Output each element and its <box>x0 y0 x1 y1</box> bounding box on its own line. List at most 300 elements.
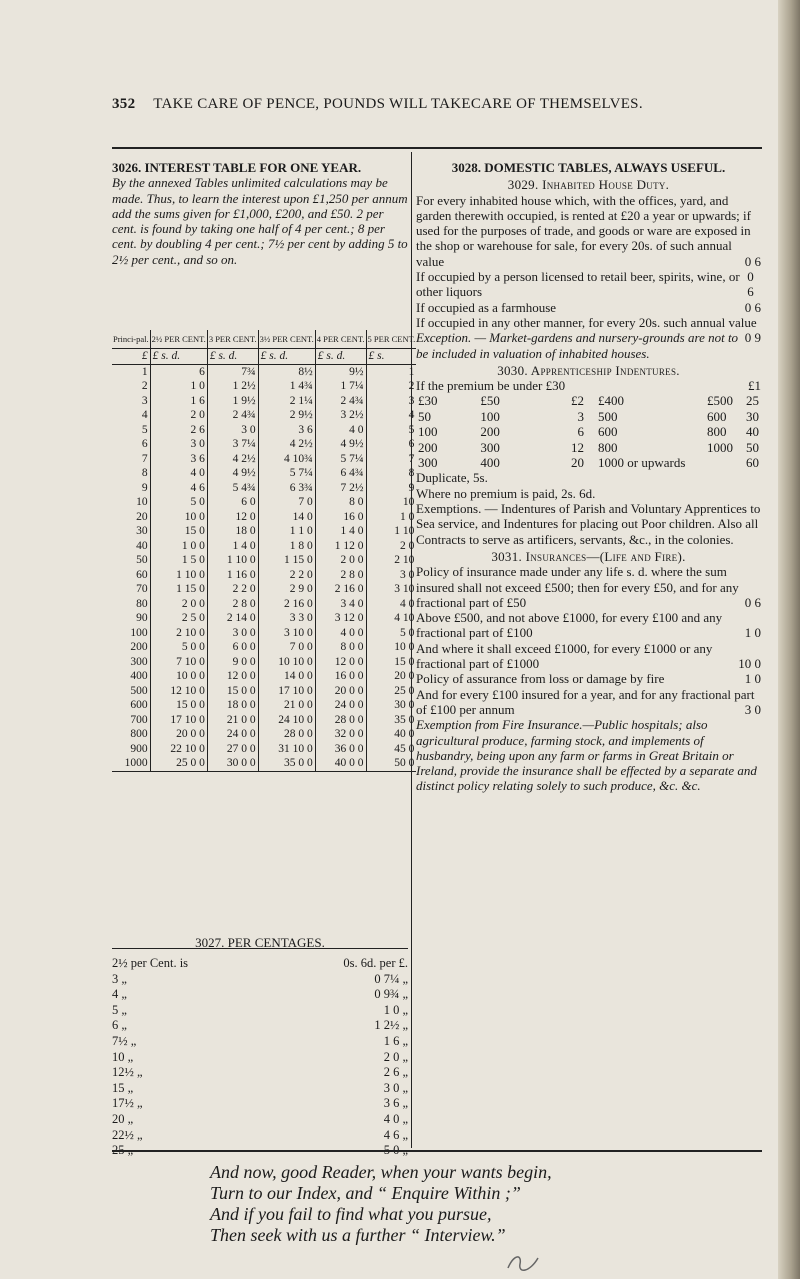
percentage-value: 4 0 „ <box>383 1111 408 1126</box>
interest-cell: 3 10 0 <box>258 626 315 641</box>
premium-bound: 400 <box>480 455 500 471</box>
interest-cell: 35 0 <box>366 713 416 728</box>
page-number: 352 <box>112 96 136 112</box>
interest-cell: 6 0 0 <box>207 640 258 655</box>
interest-cell: 20 0 0 <box>150 727 207 742</box>
premium-bound: 200 <box>480 424 500 440</box>
percentage-value: 2 0 „ <box>383 1049 408 1064</box>
percentage-rate: 4 „ <box>112 987 127 1002</box>
interest-cell: 8 0 0 <box>315 640 366 655</box>
other-amount: 0 9 <box>744 330 761 346</box>
premium-duty: 50 <box>746 439 759 455</box>
interest-row <box>112 394 416 409</box>
premium-bound: 50 <box>418 408 431 424</box>
premium-row <box>596 409 761 424</box>
house-duty-item <box>416 193 761 269</box>
premium-table-left <box>416 393 586 470</box>
interest-cell: 2 14 0 <box>207 611 258 626</box>
interest-row <box>112 742 416 757</box>
interest-cell: 4 10 <box>366 611 416 626</box>
interest-row <box>112 713 416 728</box>
premium-duty: 25 <box>746 393 759 409</box>
interest-cell: 4 9½ <box>207 466 258 481</box>
percentage-rate: 10 „ <box>112 1049 134 1064</box>
licensed-text: If occupied by a person licensed to retail beer, spirits, wine, or other liquors <box>416 269 740 300</box>
verse-line: Turn to our Index, and “ Enquire Within ;” <box>210 1183 521 1203</box>
closing-verse <box>210 1162 770 1246</box>
percentage-rate: 5 „ <box>112 1002 127 1017</box>
interest-cell: 2 8 0 <box>207 597 258 612</box>
interest-cell: 3 12 0 <box>315 611 366 626</box>
interest-cell: 4 0 0 <box>315 626 366 641</box>
verse-line: Then seek with us a further “ Interview.” <box>210 1225 506 1245</box>
interest-cell: 1 12 0 <box>315 539 366 554</box>
apprentice-first-amount: £1 <box>748 378 761 394</box>
percentage-value: 2 6 „ <box>383 1065 408 1080</box>
percentage-value: 1 0 „ <box>383 1002 408 1017</box>
interest-cell: 10 10 0 <box>258 655 315 670</box>
interest-row <box>112 684 416 699</box>
premium-row <box>416 409 586 424</box>
principal-cell: 50 <box>136 554 148 566</box>
interest-cell: 40 0 <box>366 727 416 742</box>
principal-cell: 90 <box>136 612 148 624</box>
principal-cell: 600 <box>130 699 148 711</box>
interest-cell: 1 10 <box>366 524 416 539</box>
premium-bound: 600 <box>598 424 618 440</box>
interest-cell: 7 0 <box>258 495 315 510</box>
principal-cell: 400 <box>130 670 148 682</box>
principal-cell: 800 <box>130 728 148 740</box>
principal-cell: 30 <box>136 525 148 537</box>
premium-table-right <box>596 393 761 470</box>
interest-cell: 24 0 0 <box>207 727 258 742</box>
interest-intro: By the annexed Tables unlimited calculations may be made. Thus, to learn the interest upon £1,250 per annum add the sums given for £1,000, £200, and £50. 2 per cent. is found by taking one half of 4 per cent.; 8 per cent. by doubling 4 per cent.; 7½ per cent by adding 5 to 2½ per cent., and so on. <box>112 175 408 267</box>
farmhouse-text: If occupied as a farmhouse <box>416 299 557 315</box>
interest-cell: 5 7¼ <box>258 466 315 481</box>
interest-row <box>112 626 416 641</box>
premium-bound: 200 <box>418 439 438 455</box>
interest-row <box>112 568 416 583</box>
premium-tables <box>416 393 761 470</box>
interest-row <box>112 524 416 539</box>
interest-cell: 3 0 0 <box>207 626 258 641</box>
interest-row <box>112 727 416 742</box>
house-duty-heading: 3029. Inhabited House Duty. <box>507 177 670 193</box>
verse-line: And now, good Reader, when your wants begin, <box>210 1162 552 1182</box>
interest-cell: 1 2½ <box>207 379 258 394</box>
interest-cell: 2 5 0 <box>150 611 207 626</box>
principal-cell: 2 <box>141 380 148 392</box>
interest-row <box>112 510 416 525</box>
interest-cell: 1 10 0 <box>207 553 258 568</box>
interest-cell: 8½ <box>258 364 315 379</box>
percentage-rate: 20 „ <box>112 1111 134 1126</box>
percentage-row <box>112 987 408 1003</box>
apprentice-first-text: If the premium be under £30 <box>416 378 566 394</box>
interest-cell: 2 4¾ <box>207 408 258 423</box>
interest-cell: 3 6 <box>150 452 207 467</box>
interest-row <box>112 611 416 626</box>
interest-row <box>112 582 416 597</box>
interest-cell: 3 0 <box>366 568 416 583</box>
interest-cell: 2 2 0 <box>258 568 315 583</box>
principal-cell: 70 <box>136 583 148 595</box>
percentage-rate: 22½ „ <box>112 1127 143 1142</box>
domestic-heading: 3028. DOMESTIC TABLES, ALWAYS USEFUL. <box>451 160 726 175</box>
interest-cell: 4 6 <box>150 481 207 496</box>
percentages-heading-wrap <box>112 935 408 950</box>
interest-cell: 18 0 <box>207 524 258 539</box>
house-duty-amount: 0 6 <box>744 253 761 269</box>
interest-cell: 4 2½ <box>258 437 315 452</box>
interest-cell: 12 0 0 <box>315 655 366 670</box>
interest-cell: 5 0 <box>150 495 207 510</box>
interest-cell: 7 2½ <box>315 481 366 496</box>
interest-cell: 6 <box>150 364 207 379</box>
interest-cell: 1 6 <box>150 394 207 409</box>
col-header-3: 3 PER CENT. <box>207 330 258 349</box>
percentage-value: 0s. 6d. per £. <box>343 956 408 970</box>
principal-cell: 1000 <box>112 756 150 771</box>
interest-cell: 2 0 <box>366 539 416 554</box>
verse-line: And if you fail to find what you pursue, <box>210 1204 492 1224</box>
interest-cell: 3 7¼ <box>207 437 258 452</box>
interest-cell: 1 1 0 <box>258 524 315 539</box>
interest-row <box>112 364 416 379</box>
house-exception: Exception. — Market-gardens and nursery-grounds are not to be included in valuation of inhabited houses. <box>416 330 739 361</box>
interest-cell: 3 10 <box>366 582 416 597</box>
interest-cell: 3 6 <box>258 423 315 438</box>
policy-life-text: Policy of insurance made under any life s. d. where the sum insured shall not exceed £500; then for every £50, and for any fractional part of £50 <box>416 564 739 610</box>
fire-policy-text: Policy of assurance from loss or damage by fire <box>416 671 665 687</box>
interest-row <box>112 481 416 496</box>
interest-cell: 1 15 0 <box>150 582 207 597</box>
fire-policy-amount: 1 0 <box>744 671 761 687</box>
interest-row <box>112 452 416 467</box>
interest-row <box>112 640 416 655</box>
principal-cell: 7 <box>141 452 148 465</box>
principal-cell: 500 <box>130 684 148 697</box>
premium-bound: 600 <box>706 408 727 424</box>
interest-cell: 4 <box>366 408 416 423</box>
interest-cell: 7 0 0 <box>258 640 315 655</box>
percentage-value: 0 9¾ „ <box>374 987 408 1002</box>
principal-cell: 8 <box>141 467 148 479</box>
percentage-row <box>112 1050 408 1066</box>
other-text: If occupied in any other manner, for every 20s. such annual value <box>416 314 757 330</box>
interest-cell: 2 1¼ <box>258 394 315 409</box>
above-500 <box>416 610 761 641</box>
interest-cell: 6 <box>366 437 416 452</box>
percentages-heading: 3027. PER CENTAGES. <box>195 935 325 950</box>
percentage-row <box>112 1003 408 1019</box>
interest-cell: 20 0 <box>366 669 416 684</box>
interest-cell: 2 10 0 <box>150 626 207 641</box>
interest-cell: 31 10 0 <box>258 742 315 757</box>
percentage-rate: 12½ „ <box>112 1065 143 1080</box>
interest-row <box>112 669 416 684</box>
premium-duty: £2 <box>571 393 584 409</box>
col-header-5: 5 PER CENT. <box>366 330 416 349</box>
running-head <box>112 96 762 113</box>
interest-row <box>112 495 416 510</box>
premium-duty: 40 <box>746 424 759 440</box>
interest-cell: 15 0 0 <box>207 684 258 699</box>
interest-cell: 5 0 <box>366 626 416 641</box>
interest-cell: 2 10 <box>366 553 416 568</box>
percentage-rate: 3 „ <box>112 971 127 986</box>
interest-cell: 28 0 0 <box>315 713 366 728</box>
interest-cell: 45 0 <box>366 742 416 757</box>
interest-row <box>112 379 416 394</box>
unit-cell: £ s. d. <box>258 349 315 365</box>
premium-bound: 100 <box>418 424 438 440</box>
principal-cell: 10 <box>136 496 148 508</box>
principal-cell: 700 <box>130 713 148 726</box>
interest-cell: 16 0 0 <box>315 669 366 684</box>
percentage-rate: 7½ „ <box>112 1033 137 1048</box>
percentage-value: 1 2½ „ <box>374 1018 408 1033</box>
principal-cell: 100 <box>130 626 148 639</box>
interest-cell: 12 0 0 <box>207 669 258 684</box>
interest-cell: 5 <box>366 423 416 438</box>
above-1000-amount: 10 0 <box>738 656 761 672</box>
no-premium-text: Where no premium is paid, 2s. 6d. <box>416 485 596 501</box>
interest-cell: 1 4 0 <box>207 539 258 554</box>
domestic-tables <box>416 160 761 794</box>
farmhouse-item <box>416 300 761 315</box>
unit-cell: £ s. d. <box>207 349 258 365</box>
unit-cell: £ s. <box>366 349 416 365</box>
interest-cell: 6 4¾ <box>315 466 366 481</box>
interest-cell: 18 0 0 <box>207 698 258 713</box>
principal-cell: 5 <box>141 423 148 436</box>
interest-table-body <box>112 364 416 771</box>
every-100-text: And for every £100 insured for a year, and for any fractional part of £100 per annum <box>416 686 755 717</box>
premium-duty: 3 <box>577 408 584 424</box>
interest-cell: 7 <box>366 452 416 467</box>
interest-cell: 4 10¾ <box>258 452 315 467</box>
interest-cell: 15 0 0 <box>150 698 207 713</box>
interest-cell: 2 8 0 <box>315 568 366 583</box>
interest-cell: 1 4 0 <box>315 524 366 539</box>
interest-cell: 9 <box>366 481 416 496</box>
premium-row <box>416 424 586 439</box>
premium-duty: 6 <box>577 424 584 440</box>
interest-cell: 2 9½ <box>258 408 315 423</box>
interest-cell: 27 0 0 <box>207 742 258 757</box>
exemptions-text: Exemptions. — Indentures of Parish and Voluntary Apprentices to Sea service, and Indentures for placing out Poor children. Also all Contracts to serve as artificers, servants, &c., in the colonies. <box>416 501 761 547</box>
interest-cell: 1 4¾ <box>258 379 315 394</box>
unit-cell: £ s. d. <box>150 349 207 365</box>
licensed-amount: 0 6 <box>747 269 754 300</box>
percentage-value: 3 6 „ <box>383 1096 408 1111</box>
interest-cell: 16 0 <box>315 510 366 525</box>
interest-intro-block <box>112 160 408 267</box>
interest-cell: 3 0 <box>150 437 207 452</box>
interest-cell: 25 0 <box>366 684 416 699</box>
interest-cell: 1 10 0 <box>150 568 207 583</box>
policy-life <box>416 564 761 610</box>
principal-cell: 1 <box>141 365 148 378</box>
percentage-row <box>112 956 408 972</box>
interest-cell: 3 4 0 <box>315 597 366 612</box>
interest-cell: 50 0 <box>366 756 416 771</box>
percentage-row <box>112 1096 408 1112</box>
insurance-heading: 3031. Insurances—(Life and Fire). <box>491 548 686 564</box>
col-header-4: 4 PER CENT. <box>315 330 366 349</box>
apprentice-first <box>416 378 761 393</box>
interest-row <box>112 698 416 713</box>
interest-cell: 2 0 0 <box>150 597 207 612</box>
premium-row <box>596 440 761 455</box>
interest-cell: 2 6 <box>150 423 207 438</box>
percentage-rate: 15 „ <box>112 1080 134 1095</box>
interest-cell: 1 <box>366 364 416 379</box>
interest-cell: 2 4¾ <box>315 394 366 409</box>
interest-cell: 15 0 <box>366 655 416 670</box>
fire-policy <box>416 671 761 686</box>
premium-duty: 20 <box>571 455 584 471</box>
premium-row <box>416 440 586 455</box>
percentage-row <box>112 1112 408 1128</box>
interest-cell: 21 0 0 <box>207 713 258 728</box>
principal-cell: 3 <box>141 394 148 407</box>
interest-cell: 17 10 0 <box>258 684 315 699</box>
interest-cell: 12 10 0 <box>150 684 207 699</box>
percentages-table <box>112 956 408 1159</box>
page-edge <box>778 0 800 1279</box>
percentage-row <box>112 1034 408 1050</box>
interest-cell: 10 0 <box>150 510 207 525</box>
percentage-value: 0 7¼ „ <box>374 971 408 986</box>
above-500-text: Above £500, and not above £1000, for every £100 and any fractional part of £100 <box>416 610 723 641</box>
premium-row <box>416 455 586 470</box>
interest-cell: 14 0 0 <box>258 669 315 684</box>
percentage-rate: 6 „ <box>112 1018 127 1033</box>
premium-row <box>596 424 761 439</box>
interest-cell: 22 10 0 <box>150 742 207 757</box>
interest-cell: 1 5 0 <box>150 553 207 568</box>
interest-cell: 1 0 <box>150 379 207 394</box>
percentage-rate: 17½ „ <box>112 1096 143 1111</box>
interest-cell: 40 0 0 <box>315 756 366 771</box>
interest-cell: 35 0 0 <box>258 756 315 771</box>
interest-cell: 20 0 0 <box>315 684 366 699</box>
col-header-2-5: 2½ PER CENT. <box>150 330 207 349</box>
interest-cell: 30 0 <box>366 698 416 713</box>
interest-cell: 32 0 0 <box>315 727 366 742</box>
premium-duty: 30 <box>746 408 759 424</box>
interest-cell: 4 0 <box>315 423 366 438</box>
interest-cell: 30 0 0 <box>207 756 258 771</box>
top-rule <box>112 147 762 149</box>
premium-duty: 60 <box>746 455 759 471</box>
interest-cell: 9 0 0 <box>207 655 258 670</box>
interest-cell: 1 0 <box>366 510 416 525</box>
interest-cell: 24 0 0 <box>315 698 366 713</box>
interest-cell: 3 2½ <box>315 408 366 423</box>
interest-row <box>112 437 416 452</box>
premium-row <box>596 455 761 470</box>
percentage-value: 1 6 „ <box>383 1033 408 1048</box>
interest-cell: 36 0 0 <box>315 742 366 757</box>
interest-cell: 14 0 <box>258 510 315 525</box>
interest-cell: 7 10 0 <box>150 655 207 670</box>
above-1000-text: And where it shall exceed £1000, for every £1000 or any fractional part of £1000 <box>416 640 713 672</box>
premium-bound: 1000 <box>706 439 733 455</box>
interest-row <box>112 466 416 481</box>
principal-cell: 60 <box>136 568 148 581</box>
principal-cell: 4 <box>141 409 148 421</box>
interest-heading: 3026. INTEREST TABLE FOR ONE YEAR. <box>112 160 362 175</box>
interest-cell: 3 3 0 <box>258 611 315 626</box>
every-100 <box>416 687 761 718</box>
duplicate-text: Duplicate, 5s. <box>416 470 488 486</box>
premium-bound <box>705 455 741 470</box>
interest-row <box>112 408 416 423</box>
apprentice-heading: 3030. Apprenticeship Indentures. <box>497 362 680 378</box>
interest-cell: 5 0 0 <box>150 640 207 655</box>
interest-cell: 10 <box>366 495 416 510</box>
interest-table <box>112 330 416 772</box>
ink-mark <box>504 1250 544 1276</box>
above-500-amount: 1 0 <box>744 625 761 641</box>
interest-cell: 17 10 0 <box>150 713 207 728</box>
above-1000 <box>416 641 761 672</box>
interest-cell: 12 0 <box>207 510 258 525</box>
percentage-value: 3 0 „ <box>383 1080 408 1095</box>
principal-cell: 9 <box>141 481 148 494</box>
licensed-item <box>416 269 761 300</box>
policy-life-amount: 0 6 <box>744 594 761 610</box>
fire-exemption: Exemption from Fire Insurance.—Public hospitals; also agricultural produce, farming stock, and implements of husbandry, being upon any farm or farms in Great Britain or Ireland, provide the insurance shall be effected by a separate and distinct policy relating solely to such produce, &c. &c. <box>416 717 757 794</box>
interest-cell: 2 9 0 <box>258 582 315 597</box>
premium-bound: 300 <box>418 455 438 471</box>
principal-cell: 300 <box>130 655 148 668</box>
interest-cell: 8 0 <box>315 495 366 510</box>
principal-cell: 40 <box>136 539 148 552</box>
interest-cell: 2 16 0 <box>315 582 366 597</box>
interest-cell: 10 0 <box>366 640 416 655</box>
premium-bound: 300 <box>480 439 500 455</box>
percentage-row <box>112 1081 408 1097</box>
interest-cell: 8 <box>366 466 416 481</box>
interest-row <box>112 597 416 612</box>
premium-bound: £50 <box>480 393 500 409</box>
interest-cell: 25 0 0 <box>150 756 207 771</box>
interest-row <box>112 423 416 438</box>
percentage-row <box>112 1018 408 1034</box>
premium-bound: 1000 or upwards <box>598 455 686 471</box>
interest-cell: 1 9½ <box>207 394 258 409</box>
every-100-amount: 3 0 <box>744 701 761 717</box>
premium-bound: £30 <box>418 393 438 409</box>
interest-cell: 5 7¼ <box>315 452 366 467</box>
interest-cell: 1 7¼ <box>315 379 366 394</box>
interest-cell: 24 10 0 <box>258 713 315 728</box>
interest-cell: 15 0 <box>150 524 207 539</box>
unit-cell: £ <box>112 349 150 365</box>
interest-cell: 10 0 0 <box>150 669 207 684</box>
unit-cell: £ s. d. <box>315 349 366 365</box>
interest-cell: 1 16 0 <box>207 568 258 583</box>
interest-row <box>112 539 416 554</box>
percentage-row <box>112 972 408 988</box>
percentage-row <box>112 1128 408 1144</box>
interest-cell: 6 3¾ <box>258 481 315 496</box>
